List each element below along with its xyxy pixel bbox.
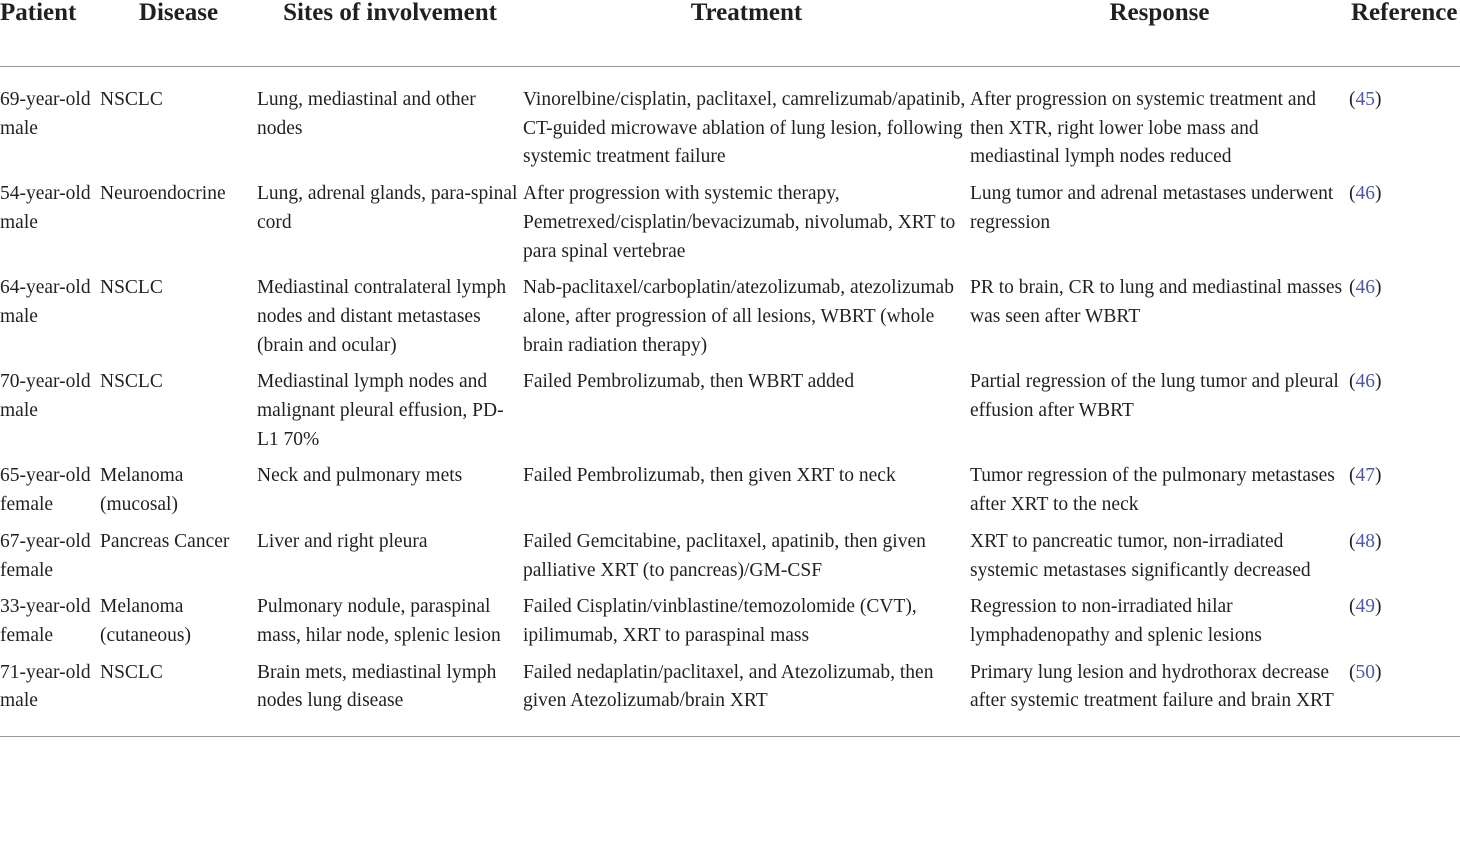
reference-link[interactable]: 46	[1355, 277, 1375, 299]
table-row	[0, 528, 1460, 593]
header-response: Response	[970, 0, 1349, 67]
response-cell: Tumor regression of the pulmonary metastases after XRT to the neck	[970, 465, 1335, 516]
reference-open-paren: (	[1349, 371, 1356, 393]
disease-cell: Neuroendocrine	[100, 183, 226, 205]
sites-cell: Mediastinal contralateral lymph nodes and distant metastases (brain and ocular)	[257, 277, 507, 356]
reference-open-paren: (	[1349, 89, 1356, 110]
disease-cell: NSCLC	[100, 659, 257, 737]
reference-cell	[1349, 462, 1460, 527]
disease-cell: NSCLC	[100, 371, 163, 393]
reference-open-paren: (	[1349, 465, 1356, 487]
reference-open-paren: (	[1349, 596, 1356, 618]
reference-link[interactable]: 47	[1355, 465, 1375, 487]
patient-cell: 64-year-old male	[0, 277, 91, 327]
table-row	[0, 368, 1460, 462]
disease-cell: Melanoma (mucosal)	[100, 465, 184, 516]
reference-cell	[1349, 368, 1460, 462]
reference-link[interactable]: 50	[1355, 661, 1375, 683]
reference-open-paren: (	[1349, 661, 1356, 683]
reference-cell	[1349, 659, 1460, 737]
sites-cell: Lung, mediastinal and other nodes	[257, 89, 476, 139]
treatment-cell: Failed Pembrolizumab, then WBRT added	[523, 371, 855, 393]
header-row	[0, 0, 1460, 67]
disease-cell: Pancreas Cancer	[100, 530, 230, 552]
table-row	[0, 274, 1460, 368]
reference-open-paren: (	[1349, 277, 1356, 299]
treatment-cell: After progression with systemic therapy, Pemetrexed/cisplatin/bevacizumab, nivolumab, XRT to para spinal vertebrae	[523, 183, 956, 262]
reference-link[interactable]: 46	[1355, 371, 1375, 393]
response-cell: Partial regression of the lung tumor and pleural effusion after WBRT	[970, 371, 1339, 422]
response-cell: Primary lung lesion and hydrothorax decrease after systemic treatment failure and brain XRT	[970, 659, 1349, 737]
patient-cell: 65-year-old female	[0, 465, 91, 516]
reference-link[interactable]: 45	[1355, 89, 1375, 110]
reference-close-paren: )	[1375, 371, 1382, 393]
treatment-cell: Failed Cisplatin/vinblastine/temozolomide (CVT), ipilimumab, XRT to paraspinal mass	[523, 596, 917, 646]
sites-cell: Brain mets, mediastinal lymph nodes lung disease	[257, 659, 523, 737]
reference-close-paren: )	[1375, 530, 1382, 552]
sites-cell: Pulmonary nodule, paraspinal mass, hilar node, splenic lesion	[257, 596, 501, 646]
sites-cell: Mediastinal lymph nodes and malignant pleural effusion, PD-L1 70%	[257, 371, 504, 450]
sites-cell: Lung, adrenal glands, para-spinal cord	[257, 183, 518, 233]
patient-cell: 69-year-old male	[0, 89, 91, 139]
disease-cell: NSCLC	[100, 89, 163, 110]
table-row	[0, 462, 1460, 527]
reference-cell	[1349, 67, 1460, 181]
sites-cell: Liver and right pleura	[257, 530, 428, 552]
reference-link[interactable]: 48	[1355, 530, 1375, 552]
treatment-cell: Failed Pembrolizumab, then given XRT to neck	[523, 465, 896, 487]
reference-open-paren: (	[1349, 183, 1356, 205]
patient-cell: 67-year-old female	[0, 530, 91, 581]
treatment-cell: Nab-paclitaxel/carboplatin/atezolizumab, atezolizumab alone, after progression of all lesions, WBRT (whole brain radiation therapy)	[523, 277, 954, 356]
response-cell: Regression to non-irradiated hilar lymphadenopathy and splenic lesions	[970, 596, 1262, 646]
treatment-cell: Vinorelbine/cisplatin, paclitaxel, camrelizumab/apatinib, CT-guided microwave ablation of lung lesion, following systemic treatment failure	[523, 89, 966, 168]
reference-close-paren: )	[1375, 596, 1382, 618]
reference-link[interactable]: 46	[1355, 183, 1375, 205]
patient-cell: 33-year-old female	[0, 596, 91, 646]
response-cell: Lung tumor and adrenal metastases underwent regression	[970, 183, 1334, 233]
reference-open-paren: (	[1349, 530, 1356, 552]
response-cell: PR to brain, CR to lung and mediastinal masses was seen after WBRT	[970, 277, 1343, 327]
response-cell: XRT to pancreatic tumor, non-irradiated systemic metastases significantly decreased	[970, 530, 1311, 581]
reference-close-paren: )	[1375, 661, 1382, 683]
disease-cell: NSCLC	[100, 277, 163, 299]
table-body	[0, 67, 1460, 737]
patient-cell: 70-year-old male	[0, 371, 91, 422]
sites-cell: Neck and pulmonary mets	[257, 465, 463, 487]
patient-cell: 71-year-old male	[0, 659, 100, 737]
treatment-cell: Failed Gemcitabine, paclitaxel, apatinib, then given palliative XRT (to pancreas)/GM-CSF	[523, 530, 926, 581]
reference-link[interactable]: 49	[1355, 596, 1375, 618]
disease-cell: Melanoma (cutaneous)	[100, 596, 191, 646]
reference-cell	[1349, 180, 1460, 274]
header-patient: Patient	[0, 0, 100, 67]
reference-close-paren: )	[1375, 465, 1382, 487]
treatment-cell: Failed nedaplatin/paclitaxel, and Atezolizumab, then given Atezolizumab/brain XRT	[523, 659, 970, 737]
header-sites: Sites of involvement	[257, 0, 523, 67]
header-treatment: Treatment	[523, 0, 970, 67]
reference-close-paren: )	[1375, 277, 1382, 299]
header-disease: Disease	[100, 0, 257, 67]
table-row	[0, 67, 1460, 181]
reference-close-paren: )	[1375, 89, 1382, 110]
reference-cell	[1349, 528, 1460, 593]
table-row	[0, 593, 1460, 658]
patient-cell: 54-year-old male	[0, 183, 91, 233]
reference-close-paren: )	[1375, 183, 1382, 205]
table-row	[0, 659, 1460, 737]
table-row	[0, 180, 1460, 274]
reference-cell	[1349, 593, 1460, 658]
response-cell: After progression on systemic treatment and then XTR, right lower lobe mass and mediastinal lymph nodes reduced	[970, 89, 1317, 168]
reference-cell	[1349, 274, 1460, 368]
header-reference: Reference	[1349, 0, 1460, 67]
